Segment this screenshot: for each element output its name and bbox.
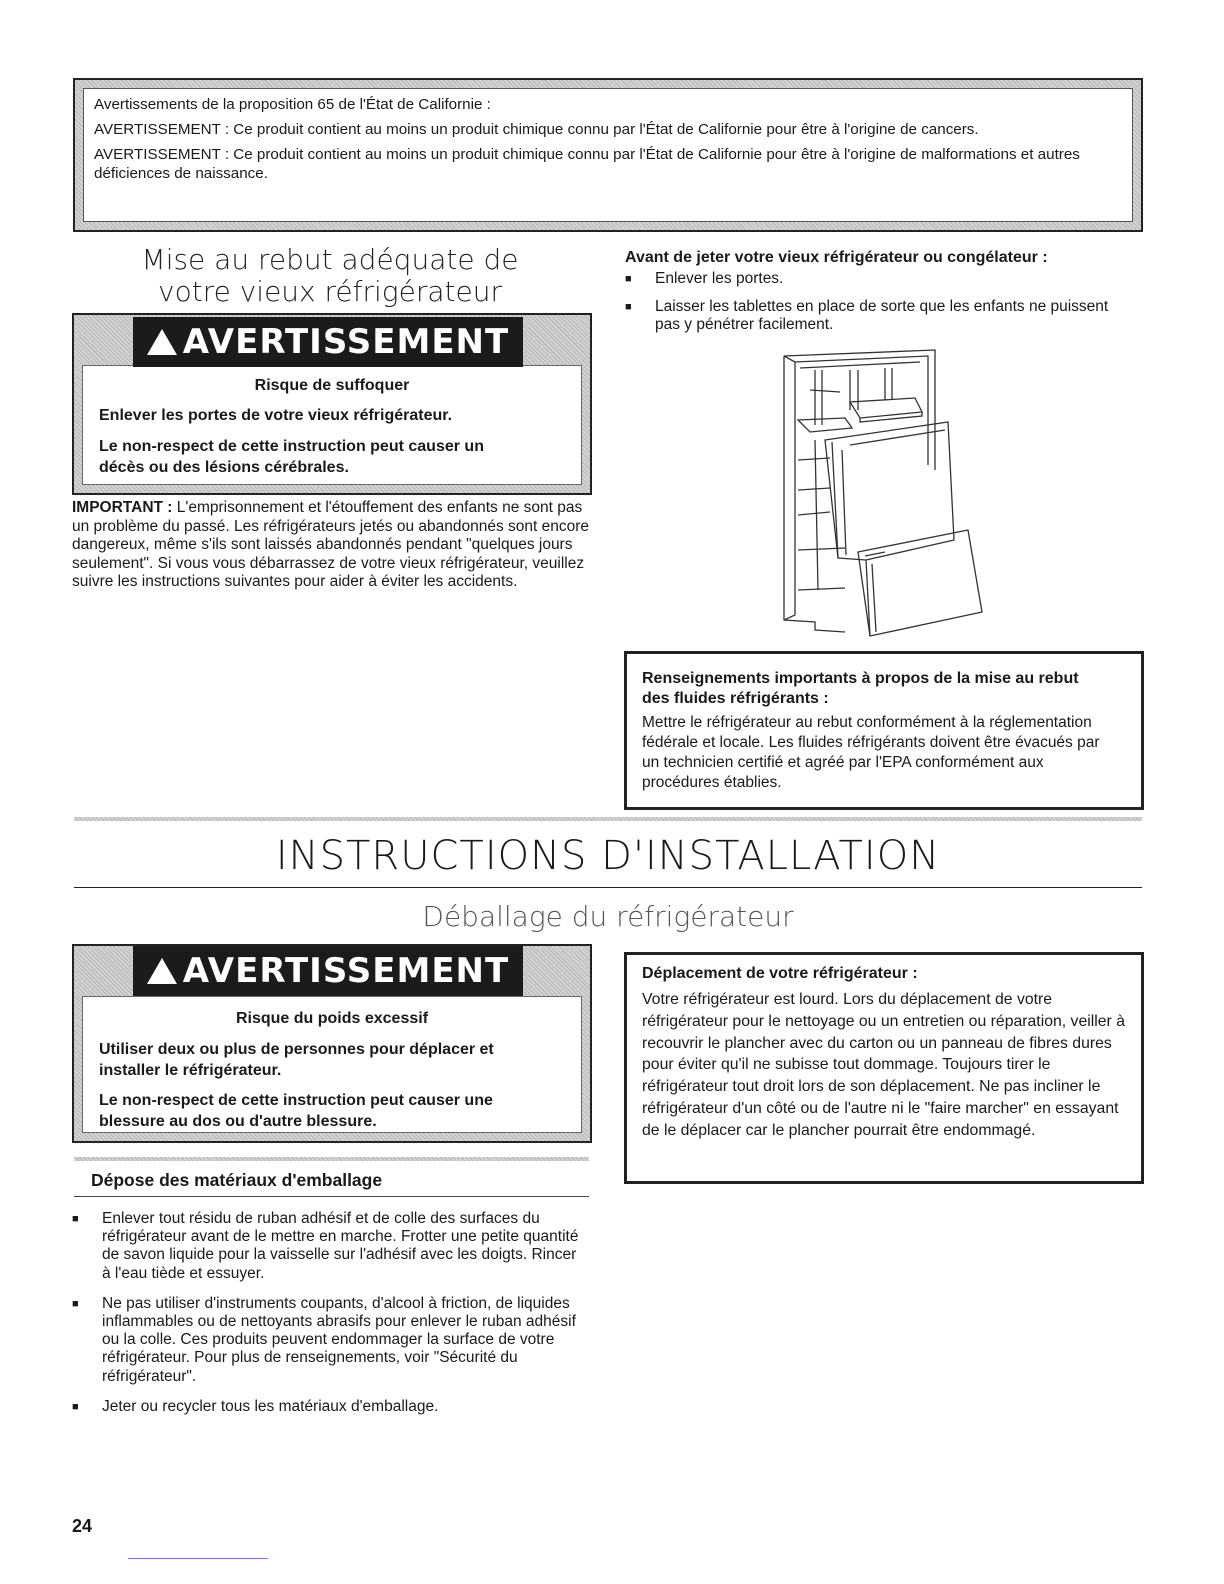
prop65-heading: Avertissements de la proposition 65 de l'État de Californie : xyxy=(94,96,491,113)
warning-consequence: Le non-respect de cette instruction peut causer un décès ou des lésions cérébrales. xyxy=(99,438,484,476)
prop65-warning-birth: AVERTISSEMENT : Ce produit contient au moins un produit chimique connu par l'État de Californie pour être à l'origine de malformations et autres déficiences de naissance. xyxy=(94,146,1080,182)
warning-banner xyxy=(133,317,523,367)
refrigerant-info-box xyxy=(624,651,1144,810)
warning-banner-text: AVERTISSEMENT xyxy=(182,951,510,991)
page-number: 24 xyxy=(72,1516,93,1536)
warning-instruction: Enlever les portes de votre vieux réfrigérateur. xyxy=(99,407,453,424)
warning-banner-text: AVERTISSEMENT xyxy=(182,322,510,362)
refrigerator-doors-removed-illustration xyxy=(770,340,1000,640)
important-label: IMPORTANT : xyxy=(72,499,173,516)
before-disposal-heading: Avant de jeter votre vieux réfrigérateur ou congélateur : xyxy=(625,249,1048,266)
list-item: ■ Jeter ou recycler tous les matériaux d'emballage. xyxy=(72,1398,587,1416)
lower-door xyxy=(858,530,982,636)
list-item: ■ Enlever les portes. xyxy=(625,270,1115,289)
installation-title: INSTRUCTIONS D'INSTALLATION xyxy=(275,833,941,879)
disposal-title-line1: Mise au rebut adéquate de xyxy=(141,243,519,276)
packaging-heading: Dépose des matériaux d'emballage xyxy=(91,1170,383,1190)
important-text: L'emprisonnement et l'étouffement des enfants ne sont pas un problème du passé. Les réfrigérateurs jetés ou abandonnés sont encore dangereux, même s'ils sont laissés abandonnés pendant "quelques jours seulement". Si vous vous débarrassez de votre vieux réfrigérateur, veuillez suivre les instructions suivantes pour aider à éviter les accidents. xyxy=(72,499,590,590)
section-divider-top xyxy=(74,817,1142,821)
disposal-title-line2: votre vieux réfrigérateur xyxy=(158,275,502,308)
packaging-list xyxy=(72,1210,587,1416)
warning-triangle-icon xyxy=(147,958,177,984)
packaging-rule-bottom xyxy=(74,1196,589,1197)
important-paragraph xyxy=(72,499,592,592)
warning-triangle-icon xyxy=(147,329,177,355)
refrigerant-heading: Renseignements importants à propos de la mise au rebut des fluides réfrigérants : xyxy=(642,670,1079,707)
moving-heading: Déplacement de votre réfrigérateur : xyxy=(642,965,918,982)
warning-risk-suffocation: Risque de suffoquer xyxy=(254,377,410,394)
list-item: ■ Enlever tout résidu de ruban adhésif et de colle des surfaces du réfrigérateur avant de le mettre en marche. Frotter une petite quantité de savon liquide pour la vaisselle sur l'adhésif avec les doigts. Rincer à l'eau tiède et essuyer. xyxy=(72,1210,587,1283)
warning-instruction: Utiliser deux ou plus de personnes pour déplacer et installer le réfrigérateur. xyxy=(99,1041,494,1079)
before-disposal-list xyxy=(625,270,1115,335)
list-item: ■ Laisser les tablettes en place de sorte que les enfants ne puissent pas y pénétrer facilement. xyxy=(625,298,1115,335)
prop65-notice xyxy=(73,78,1143,232)
disposal-title xyxy=(80,244,580,308)
packaging-rule-top xyxy=(74,1157,589,1161)
footer-link-line xyxy=(128,1558,268,1559)
moving-info-box xyxy=(624,952,1144,1184)
unpacking-subtitle: Déballage du réfrigérateur xyxy=(422,900,794,933)
section-divider-bottom xyxy=(74,887,1142,888)
moving-text: Votre réfrigérateur est lourd. Lors du déplacement de votre réfrigérateur pour le nettoyage ou un entretien ou réparation, veiller à recouvrir le plancher avec du carton ou un panneau de fibres dures pour éviter qu'il ne subisse tout dommage. Toujours tirer le réfrigérateur tout droit lors de son déplacement. Ne pas incliner le réfrigérateur d'un côté ou de l'autre ni le "faire marcher" en essayant de le déplacer car le plancher pourrait être endommagé. xyxy=(642,991,1125,1139)
warning-consequence: Le non-respect de cette instruction peut causer une blessure au dos ou d'autre blessure. xyxy=(99,1092,493,1130)
warning-banner xyxy=(133,946,523,996)
warning-risk-weight: Risque du poids excessif xyxy=(235,1010,429,1027)
refrigerant-text: Mettre le réfrigérateur au rebut conformément à la réglementation fédérale et locale. Les fluides réfrigérants doivent être évacués par un technicien certifié et agréé par l'EPA conformément aux procédures établies. xyxy=(642,714,1100,791)
list-item: ■ Ne pas utiliser d'instruments coupants, d'alcool à friction, de liquides inflammables ou de nettoyants abrasifs pour enlever le ruban adhésif ou la colle. Ces produits peuvent endommager la surface de votre réfrigérateur. Pour plus de renseignements, voir "Sécurité du réfrigérateur". xyxy=(72,1295,587,1386)
prop65-warning-cancer: AVERTISSEMENT : Ce produit contient au moins un produit chimique connu par l'État de Californie pour être à l'origine de cancers. xyxy=(94,121,979,138)
